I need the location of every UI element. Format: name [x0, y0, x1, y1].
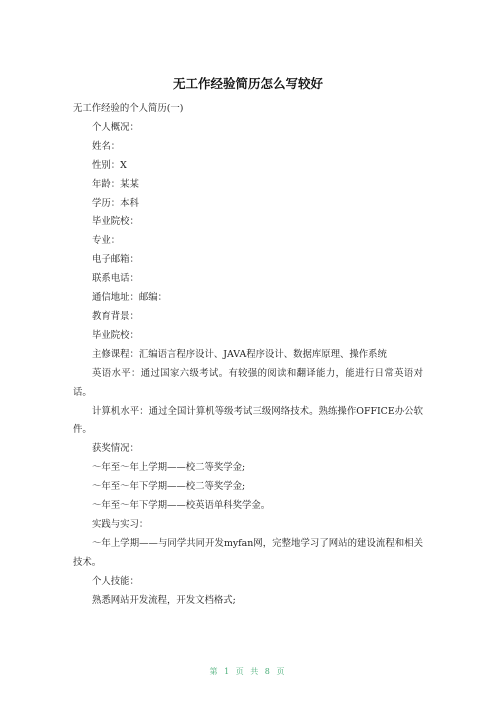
- page-number-footer: 第 1 页 共 8 页: [209, 667, 287, 676]
- paragraph-line: 获奖情况：: [92, 443, 139, 455]
- paragraph-line: 学历：本科: [92, 197, 139, 209]
- paragraph-line: 联系电话：: [92, 273, 139, 285]
- paragraph-line: 教育背景：: [92, 310, 139, 322]
- paragraph-line: 个人技能：: [92, 575, 139, 587]
- paragraph-line: 姓名：: [92, 140, 121, 152]
- paragraph-line: 实践与实习：: [92, 518, 149, 530]
- document-title: 无工作经验简历怎么写较好: [172, 76, 323, 91]
- paragraph-line: 计算机水平：通过全国计算机等级考试三级网络技术。熟练操作OFFICE办公软件。: [73, 405, 423, 436]
- document-body: [73, 100, 423, 610]
- paragraph-line: 毕业院校：: [92, 216, 139, 228]
- section-heading: 无工作经验的个人简历(一): [73, 103, 184, 114]
- paragraph-line: 性别：X: [92, 159, 127, 171]
- paragraph-line: 通信地址：邮编：: [92, 292, 168, 304]
- paragraph-line: ～年上学期——与同学共同开发myfan网，完整地学习了网站的建设流程和相关技术。: [73, 537, 423, 568]
- paragraph-line: 电子邮箱：: [92, 254, 139, 266]
- paragraph-line: 年龄：某某: [92, 178, 139, 190]
- paragraph-line: 专业：: [92, 235, 121, 247]
- paragraph-line: 熟悉网站开发流程，开发文档格式;: [92, 594, 236, 606]
- paragraph-line: ～年至～年下学期——校英语单科奖学金。: [92, 500, 271, 512]
- paragraph-line: 毕业院校：: [92, 329, 139, 341]
- paragraph-line: ～年至～年下学期——校二等奖学金;: [92, 481, 246, 493]
- paragraph-line: 个人概况：: [92, 121, 139, 133]
- paragraph-line: ～年至～年上学期——校二等奖学金;: [92, 462, 246, 474]
- paragraph-line: 主修课程：汇编语言程序设计、JAVA程序设计、数据库原理、操作系统: [92, 348, 387, 360]
- paragraph-line: 英语水平：通过国家六级考试。有较强的阅读和翻译能力，能进行日常英语对话。: [73, 367, 423, 398]
